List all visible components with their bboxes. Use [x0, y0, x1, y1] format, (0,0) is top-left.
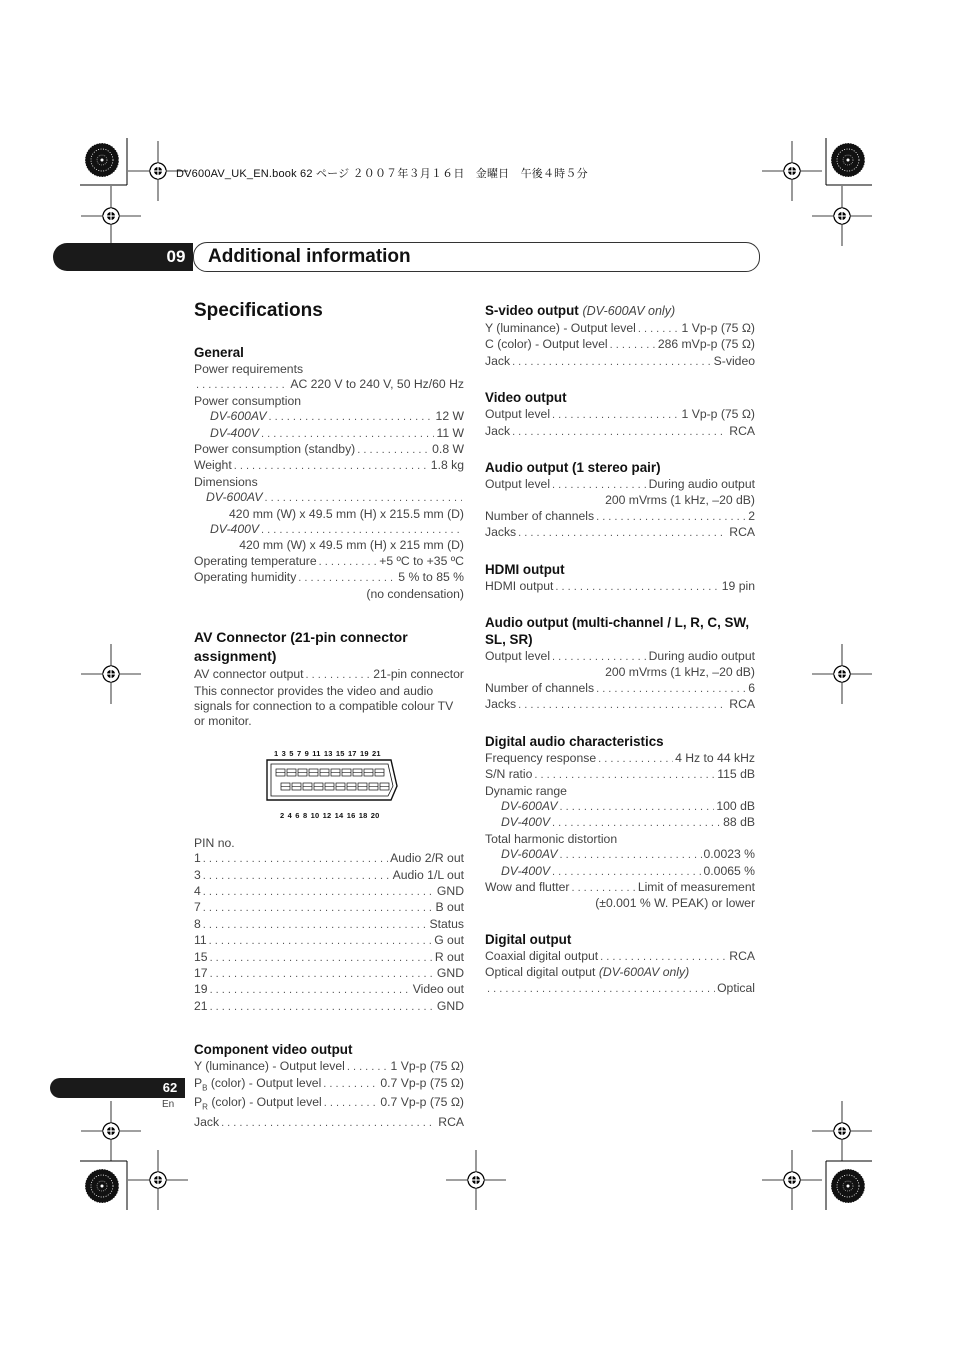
dr-dv400-row: DV-400V . . . 88 dB	[485, 815, 755, 831]
audio-multi-section	[485, 614, 755, 714]
component-pb-row: $P_B$ (color) - Output level . . . 0.7 Vp-p (75 Ω)	[194, 1076, 464, 1096]
pin-row: 17 . . . GND	[194, 966, 464, 982]
crosshair-icon	[812, 186, 872, 246]
video-heading: Video output	[485, 390, 567, 406]
coax-row: Coaxial digital output . . . RCA	[485, 949, 755, 965]
crosshair-icon	[762, 1150, 822, 1210]
crosshair-icon	[81, 186, 141, 246]
audio-multi-jacks-row: Jacks . . . RCA	[485, 697, 755, 713]
power-cons-label: Power consumption	[194, 393, 302, 408]
crosshair-icon	[812, 644, 872, 704]
audio-stereo-level-row: Output level . . . During audio output	[485, 477, 755, 493]
hdmi-row: HDMI output . . . 19 pin	[485, 579, 755, 595]
pin-row: 21 . . . GND	[194, 999, 464, 1015]
right-column	[485, 302, 755, 1016]
digital-audio-heading: Digital audio characteristics	[485, 733, 664, 749]
wow-row: Wow and flutter . . . Limit of measurement	[485, 880, 755, 896]
op-hum-row: Operating humidity . . . 5 % to 85 %	[194, 570, 464, 586]
crosshair-icon	[128, 1150, 188, 1210]
audio-multi-heading: Audio output (multi-channel / L, R, C, SW, SL, SR)	[485, 615, 750, 648]
op-hum-note: (no condensation)	[366, 586, 464, 601]
av-output-row: AV connector output . . . 21-pin connector	[194, 667, 464, 683]
digital-output-heading: Digital output	[485, 931, 572, 947]
op-temp-row: Operating temperature . . . +5 ºC to +35 ºC	[194, 554, 464, 570]
pins-bottom-numbers: 2 4 6 8 10 12 14 16 18 20	[280, 810, 380, 820]
audio-multi-channels-row: Number of channels . . . 6	[485, 681, 755, 697]
component-pr-row: $P_R$ (color) - Output level . . . 0.7 Vp-p (75 Ω)	[194, 1095, 464, 1115]
page-language: En	[162, 1099, 175, 1110]
audio-stereo-level-detail: 200 mVrms (1 kHz, –20 dB)	[605, 493, 755, 508]
standby-row: Power consumption (standby) . . . 0.8 W	[194, 442, 464, 458]
svideo-c-row: C (color) - Output level . . . 286 mVp-p (75 Ω)	[485, 337, 755, 353]
audio-multi-level-row: Output level . . . During audio output	[485, 649, 755, 665]
pin-row: 4 . . . GND	[194, 884, 464, 900]
starburst-icon	[831, 1169, 865, 1203]
svideo-y-row: Y (luminance) - Output level . . . 1 Vp-p (75 Ω)	[485, 321, 755, 337]
component-section	[194, 1041, 464, 1132]
dr-label: Dynamic range	[485, 783, 567, 798]
pins-top-numbers: 1 3 5 7 9 11 13 15 17 19 21	[274, 748, 381, 758]
audio-stereo-jacks-row: Jacks . . . RCA	[485, 525, 755, 541]
av-section	[194, 628, 464, 1015]
page-number: 62	[162, 1080, 178, 1095]
starburst-icon	[85, 143, 119, 177]
crosshair-icon	[81, 1101, 141, 1161]
av-heading: AV Connector (21-pin connector assignment)	[194, 629, 408, 665]
hdmi-heading: HDMI output	[485, 561, 565, 577]
power-dv600-row: DV-600AV . . . 12 W	[194, 409, 464, 425]
av-description: This connector provides the video and audio signals for connection to a compatible colour TV or monitor.	[194, 683, 454, 729]
crosshair-icon	[446, 1150, 506, 1210]
dims-dv600-row: DV-600AV . . .	[194, 490, 464, 506]
scart-connector-icon	[264, 756, 400, 804]
crosshair-icon	[762, 141, 822, 201]
svideo-heading: S-video output (DV-600AV only)	[485, 303, 676, 318]
general-heading: General	[194, 345, 244, 360]
sn-row: S/N ratio . . . 115 dB	[485, 767, 755, 783]
pin-row: 3 . . . Audio 1/L out	[194, 868, 464, 884]
component-heading: Component video output	[194, 1042, 353, 1058]
chapter-title: Additional information	[208, 246, 411, 267]
crosshair-icon	[812, 1101, 872, 1161]
optical-row: . . . Optical	[485, 981, 755, 997]
thd-label: Total harmonic distortion	[485, 831, 618, 846]
dimensions-label: Dimensions	[194, 474, 258, 489]
video-jack-row: Jack . . . RCA	[485, 424, 755, 440]
video-level-row: Output level . . . 1 Vp-p (75 Ω)	[485, 407, 755, 423]
audio-stereo-section	[485, 459, 755, 542]
pin-heading: PIN no.	[194, 835, 235, 850]
pin-row: 11 . . . G out	[194, 933, 464, 949]
chapter-number: 09	[166, 247, 186, 266]
file-stamp: DV600AV_UK_EN.book 62 ページ ２００７年３月１６日 金曜日 午後４時５分	[176, 168, 588, 180]
hdmi-section	[485, 561, 755, 595]
pin-row: 7 . . . B out	[194, 900, 464, 916]
dr-dv600-row: DV-600AV . . . 100 dB	[485, 799, 755, 815]
audio-stereo-channels-row: Number of channels . . . 2	[485, 509, 755, 525]
left-column	[194, 300, 464, 1151]
digital-output-section	[485, 931, 755, 997]
pin-row: 15 . . . R out	[194, 950, 464, 966]
component-jack-row: Jack . . . RCA	[194, 1115, 464, 1131]
power-req-label: Power requirements	[194, 362, 304, 376]
pin-row: 8 . . . Status	[194, 917, 464, 933]
wow-detail: (±0.001 % W. PEAK) or lower	[595, 896, 755, 911]
digital-audio-section	[485, 733, 755, 912]
starburst-icon	[85, 1169, 119, 1203]
scart-diagram	[194, 740, 464, 822]
starburst-icon	[831, 143, 865, 177]
thd-dv400-row: DV-400V . . . 0.0065 %	[485, 864, 755, 880]
svideo-section	[485, 302, 755, 370]
audio-stereo-heading: Audio output (1 stereo pair)	[485, 460, 661, 476]
video-section	[485, 389, 755, 440]
dims-dv400-row: DV-400V . . .	[194, 522, 464, 538]
pin-list	[194, 851, 464, 1015]
general-section	[194, 344, 464, 602]
optical-label: Optical digital output (DV-600AV only)	[485, 965, 690, 980]
svideo-jack-row: Jack . . . S-video	[485, 354, 755, 370]
crosshair-icon	[81, 644, 141, 704]
power-dv400-row: DV-400V . . . 11 W	[194, 426, 464, 442]
dims-dv400-value: 420 mm (W) x 49.5 mm (H) x 215 mm (D)	[239, 538, 464, 553]
page-title: Specifications	[194, 300, 323, 321]
pin-row: 19 . . . Video out	[194, 982, 464, 998]
audio-multi-level-detail: 200 mVrms (1 kHz, –20 dB)	[605, 665, 755, 680]
thd-dv600-row: DV-600AV . . . 0.0023 %	[485, 847, 755, 863]
component-y-row: Y (luminance) - Output level . . . 1 Vp-p (75 Ω)	[194, 1059, 464, 1075]
pin-row: 1 . . . Audio 2/R out	[194, 851, 464, 867]
weight-row: Weight . . . 1.8 kg	[194, 458, 464, 474]
power-req-row: . . . AC 220 V to 240 V, 50 Hz/60 Hz	[194, 377, 464, 393]
freq-row: Frequency response . . . 4 Hz to 44 kHz	[485, 751, 755, 767]
dims-dv600-value: 420 mm (W) x 49.5 mm (H) x 215.5 mm (D)	[229, 506, 464, 521]
